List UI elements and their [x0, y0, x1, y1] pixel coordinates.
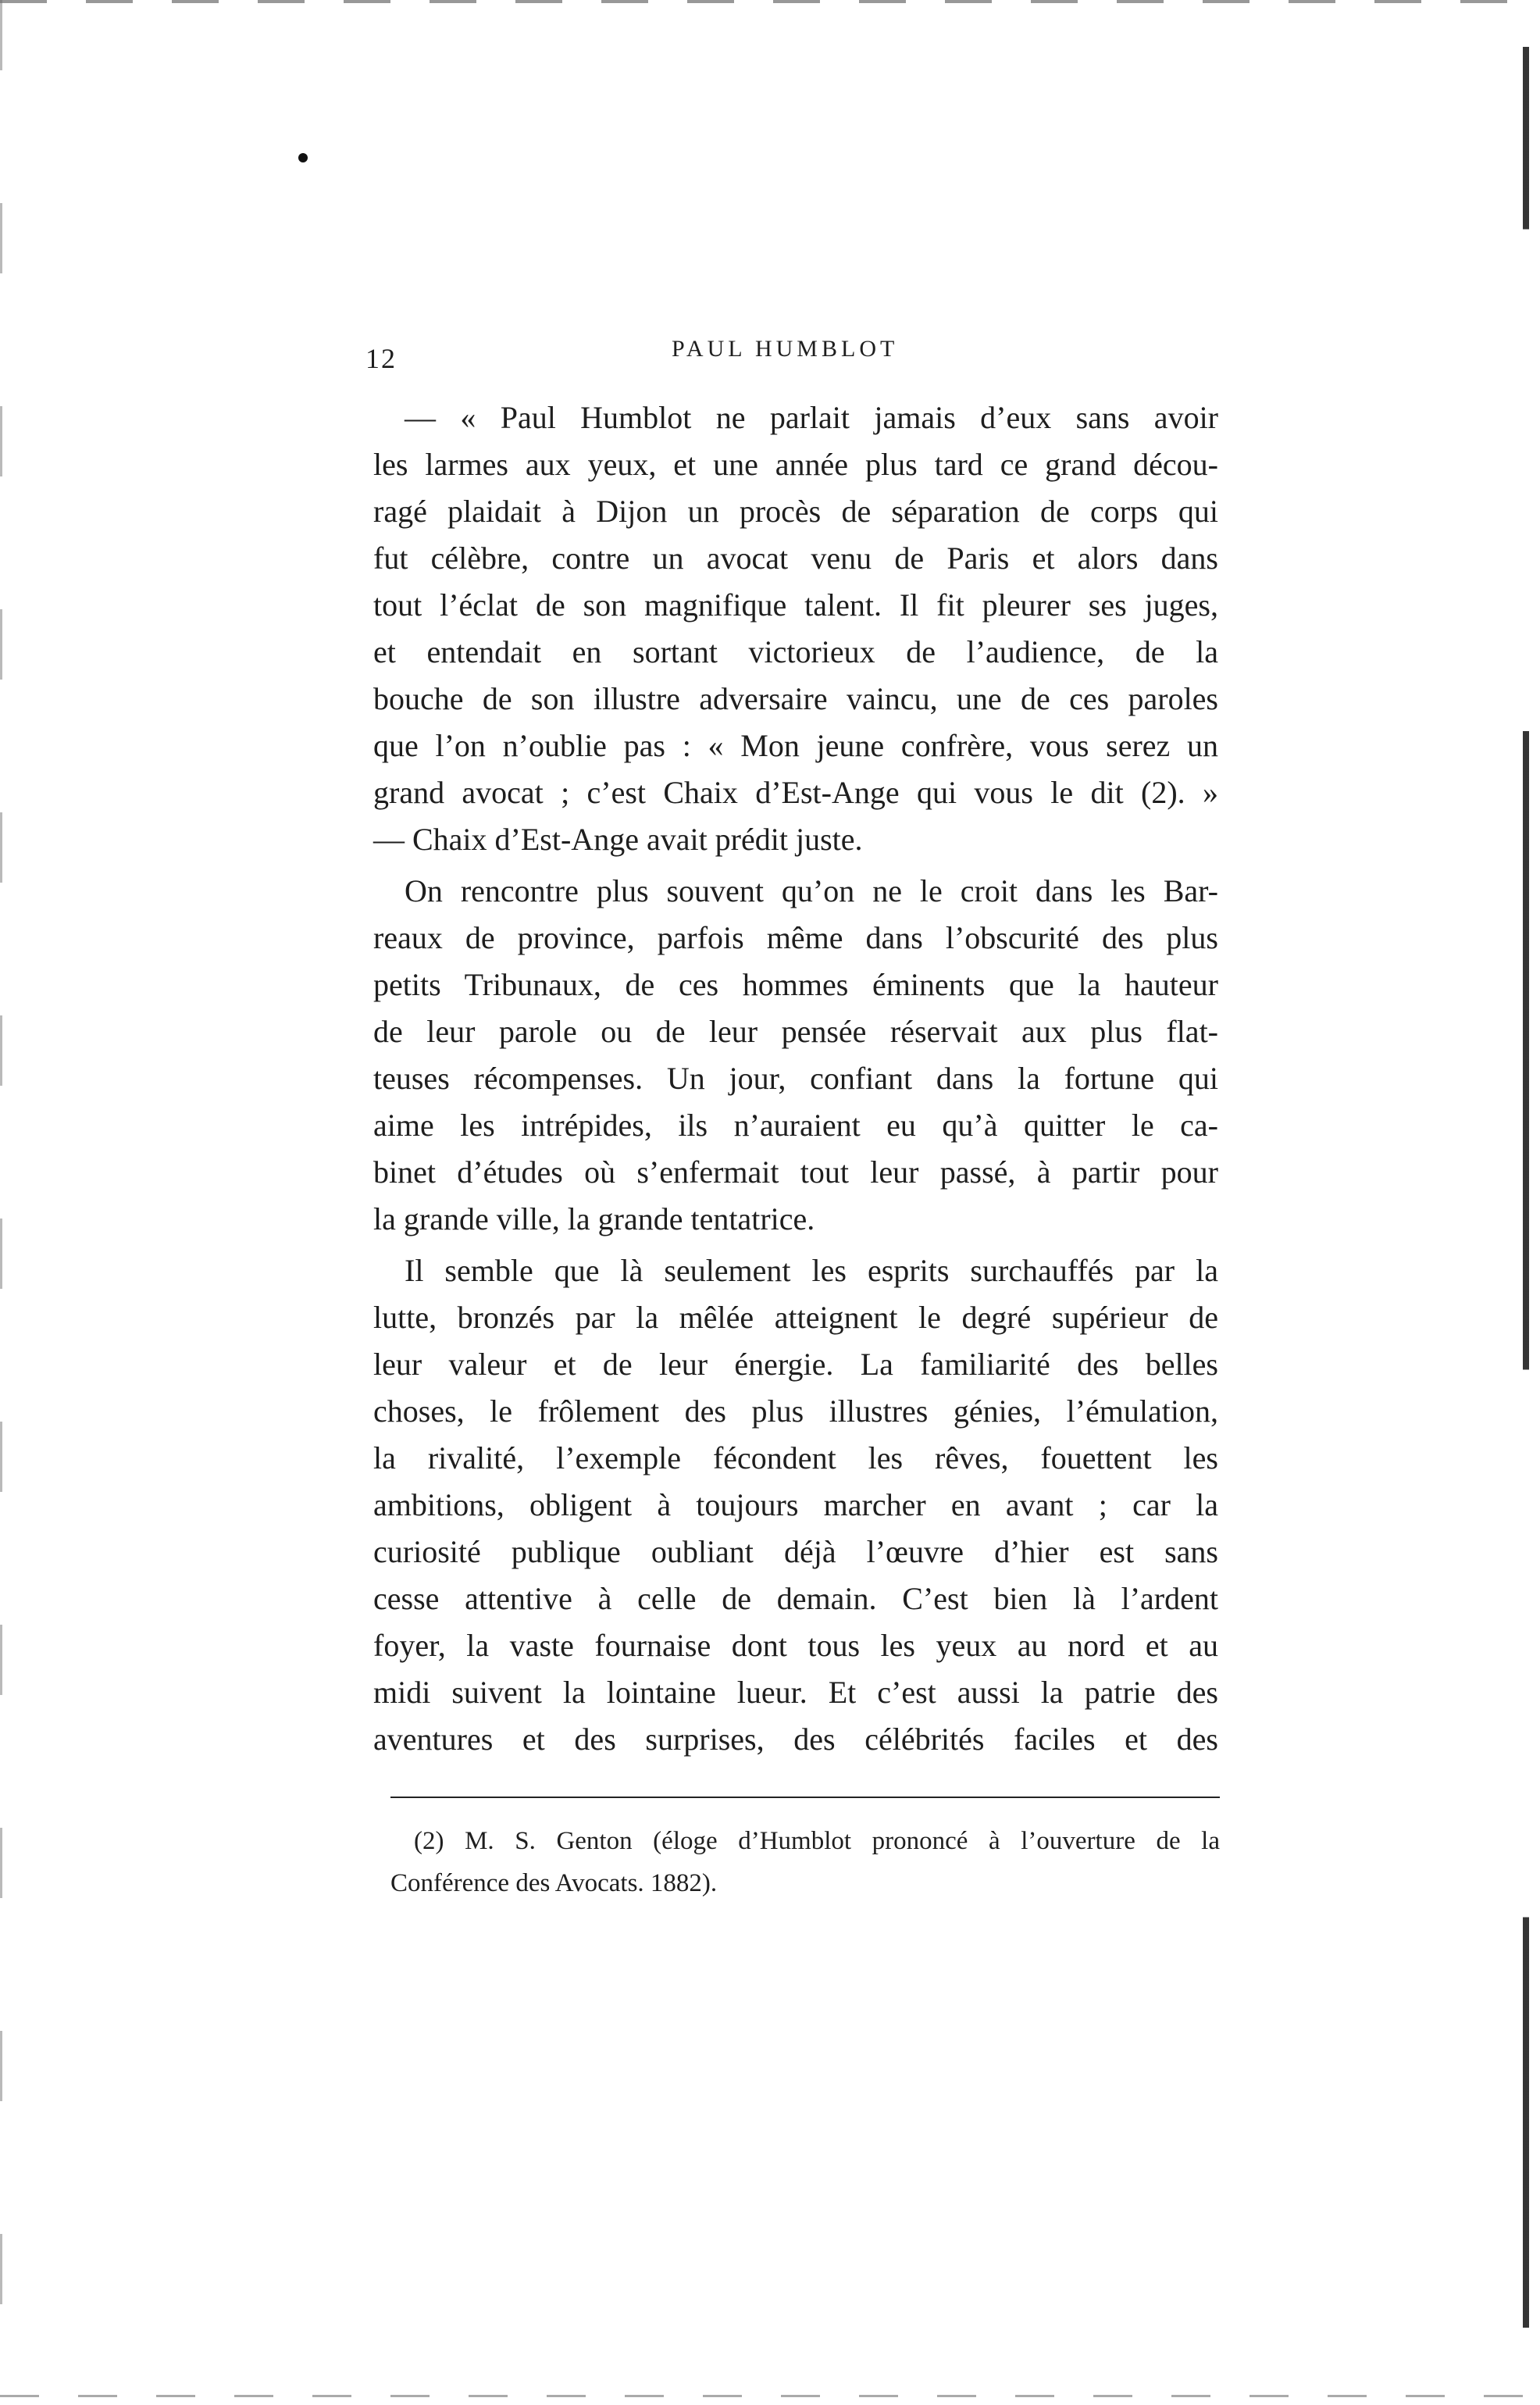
body-line: ambitions, obligent à toujours marcher en avant ; car la [373, 1487, 1218, 1522]
body-line: ragé plaidait à Dijon un procès de séparation de corps qui [373, 494, 1218, 529]
scan-edge-left [0, 0, 2, 2405]
body-line: curiosité publique oubliant déjà l’œuvre d’hier est sans [373, 1534, 1218, 1569]
scan-edge-right [1523, 47, 1529, 2328]
body-line: la grande ville, la grande tentatrice. [373, 1201, 815, 1236]
body-line: Il semble que là seulement les esprits surchauffés par la [405, 1253, 1218, 1288]
body-line: et entendait en sortant victorieux de l’audience, de la [373, 634, 1218, 669]
body-line: midi suivent la lointaine lueur. Et c’est aussi la patrie des [373, 1675, 1218, 1710]
body-line: — « Paul Humblot ne parlait jamais d’eux sans avoir [405, 400, 1218, 435]
body-line: bouche de son illustre adversaire vaincu, une de ces paroles [373, 681, 1218, 716]
body-line: reaux de province, parfois même dans l’obscurité des plus [373, 920, 1218, 955]
body-line: choses, le frôlement des plus illustres génies, l’émulation, [373, 1393, 1218, 1429]
footnote-rule [390, 1797, 1220, 1798]
body-line: de leur parole ou de leur pensée réservait aux plus flat- [373, 1014, 1218, 1049]
body-line: petits Tribunaux, de ces hommes éminents que la hauteur [373, 967, 1218, 1002]
scan-edge-top [0, 0, 1540, 3]
footnote-line: Conférence des Avocats. 1882). [390, 1869, 718, 1897]
body-line: la rivalité, l’exemple fécondent les rêves, fouettent les [373, 1440, 1218, 1475]
body-line: grand avocat ; c’est Chaix d’Est-Ange qui vous le dit (2). » [373, 775, 1218, 810]
body-line: fut célèbre, contre un avocat venu de Paris et alors dans [373, 541, 1218, 576]
body-line: tout l’éclat de son magnifique talent. Il fit pleurer ses juges, [373, 587, 1218, 623]
scan-edge-bottom [0, 2395, 1540, 2397]
body-line: aventures et des surprises, des célébrités faciles et des [373, 1722, 1218, 1757]
body-line: foyer, la vaste fournaise dont tous les yeux au nord et au [373, 1628, 1218, 1663]
body-line: — Chaix d’Est-Ange avait prédit juste. [373, 822, 863, 857]
body-line: teuses récompenses. Un jour, confiant dans la fortune qui [373, 1061, 1218, 1096]
page-number: 12 [365, 343, 397, 374]
body-line: leur valeur et de leur énergie. La familiarité des belles [373, 1347, 1218, 1382]
ink-speck [298, 153, 308, 162]
body-line: aime les intrépides, ils n’auraient eu qu’à quitter le ca- [373, 1108, 1218, 1143]
body-line: On rencontre plus souvent qu’on ne le croit dans les Bar- [405, 873, 1218, 908]
running-head: PAUL HUMBLOT [672, 336, 899, 362]
body-line: que l’on n’oublie pas : « Mon jeune confrère, vous serez un [373, 728, 1218, 763]
body-line: binet d’études où s’enfermait tout leur passé, à partir pour [373, 1154, 1218, 1190]
body-line: les larmes aux yeux, et une année plus tard ce grand décou- [373, 447, 1218, 482]
body-line: lutte, bronzés par la mêlée atteignent le degré supérieur de [373, 1300, 1218, 1335]
footnote-line: (2) M. S. Genton (éloge d’Humblot prononcé à l’ouverture de la [414, 1827, 1220, 1855]
body-line: cesse attentive à celle de demain. C’est bien là l’ardent [373, 1581, 1218, 1616]
